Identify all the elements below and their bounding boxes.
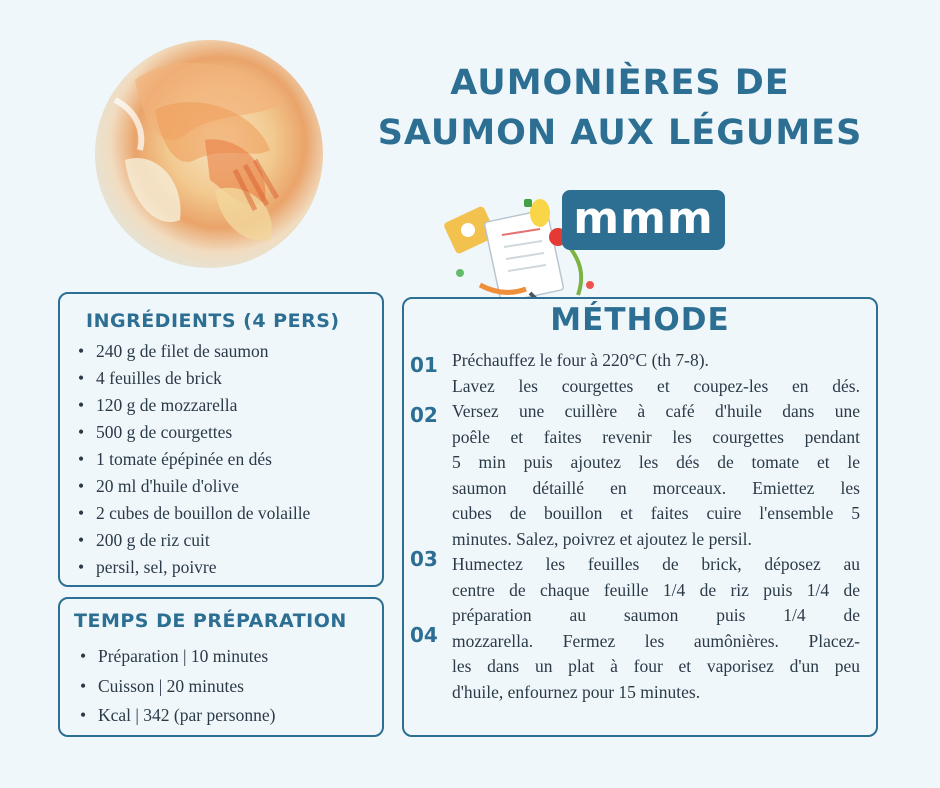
list-item: • 240 g de filet de saumon — [76, 338, 310, 365]
ingredients-heading: INGRÉDIENTS (4 PERS) — [86, 310, 340, 332]
recipe-photo — [95, 40, 323, 268]
list-item: • 4 feuilles de brick — [76, 365, 310, 392]
list-item: • 200 g de riz cuit — [76, 527, 310, 554]
step-number: 04 — [410, 623, 438, 647]
step-number: 03 — [410, 547, 438, 571]
method-line: Préchauffez le four à 220°C (th 7-8). — [452, 350, 709, 370]
prep-time-panel — [58, 597, 384, 737]
method-steps-text — [452, 348, 860, 705]
list-item: • Cuisson | 20 minutes — [78, 672, 275, 702]
method-line: Versez une cuillère à café d'huile dans une — [452, 401, 860, 421]
method-heading: MÉTHODE — [550, 302, 730, 338]
list-item: • Préparation | 10 minutes — [78, 642, 275, 672]
method-line: saumon détaillé en morceaux. Emiettez les — [452, 477, 860, 498]
list-item: • 500 g de courgettes — [76, 419, 310, 446]
salmon-dish-image — [95, 40, 323, 268]
method-line: Humectez les feuilles de brick, déposez au — [452, 554, 860, 574]
list-item: • persil, sel, poivre — [76, 554, 310, 581]
method-line: poêle et faites revenir les courgettes pendant — [452, 426, 860, 447]
method-line: les dans un plat à four et vaporisez d'un peu — [452, 656, 860, 676]
ingredients-list — [76, 338, 310, 581]
list-item: • Kcal | 342 (par personne) — [78, 701, 275, 731]
list-item: • 1 tomate épépinée en dés — [76, 446, 310, 473]
prep-time-heading: TEMPS DE PRÉPARATION — [74, 610, 347, 632]
prep-time-list — [78, 642, 275, 731]
mmm-badge: mmm — [562, 190, 725, 250]
ingredients-panel — [58, 292, 384, 587]
step-number: 01 — [410, 353, 438, 377]
recipe-title: AUMONIÈRES DE SAUMON AUX LÉGUMES — [377, 63, 863, 153]
step-number: 02 — [410, 403, 438, 427]
method-line: préparation au saumon puis 1/4 de — [452, 605, 860, 625]
method-line: mozzarella. Fermez les aumônières. Placez- — [452, 630, 860, 651]
method-line: minutes. Salez, poivrez et ajoutez le persil. — [452, 528, 752, 549]
method-line: d'huile, enfournez pour 15 minutes. — [452, 681, 701, 702]
list-item: • 2 cubes de bouillon de volaille — [76, 500, 310, 527]
list-item: • 120 g de mozzarella — [76, 392, 310, 419]
method-line: cubes de bouillon et faites cuire l'ensemble 5 — [452, 503, 860, 523]
method-line: centre de chaque feuille 1/4 de riz puis 1/4 de — [452, 579, 860, 600]
method-line: Lavez les courgettes et coupez-les en dés. — [452, 375, 860, 396]
list-item: • 20 ml d'huile d'olive — [76, 473, 310, 500]
method-line: 5 min puis ajoutez les dés de tomate et le — [452, 452, 860, 472]
